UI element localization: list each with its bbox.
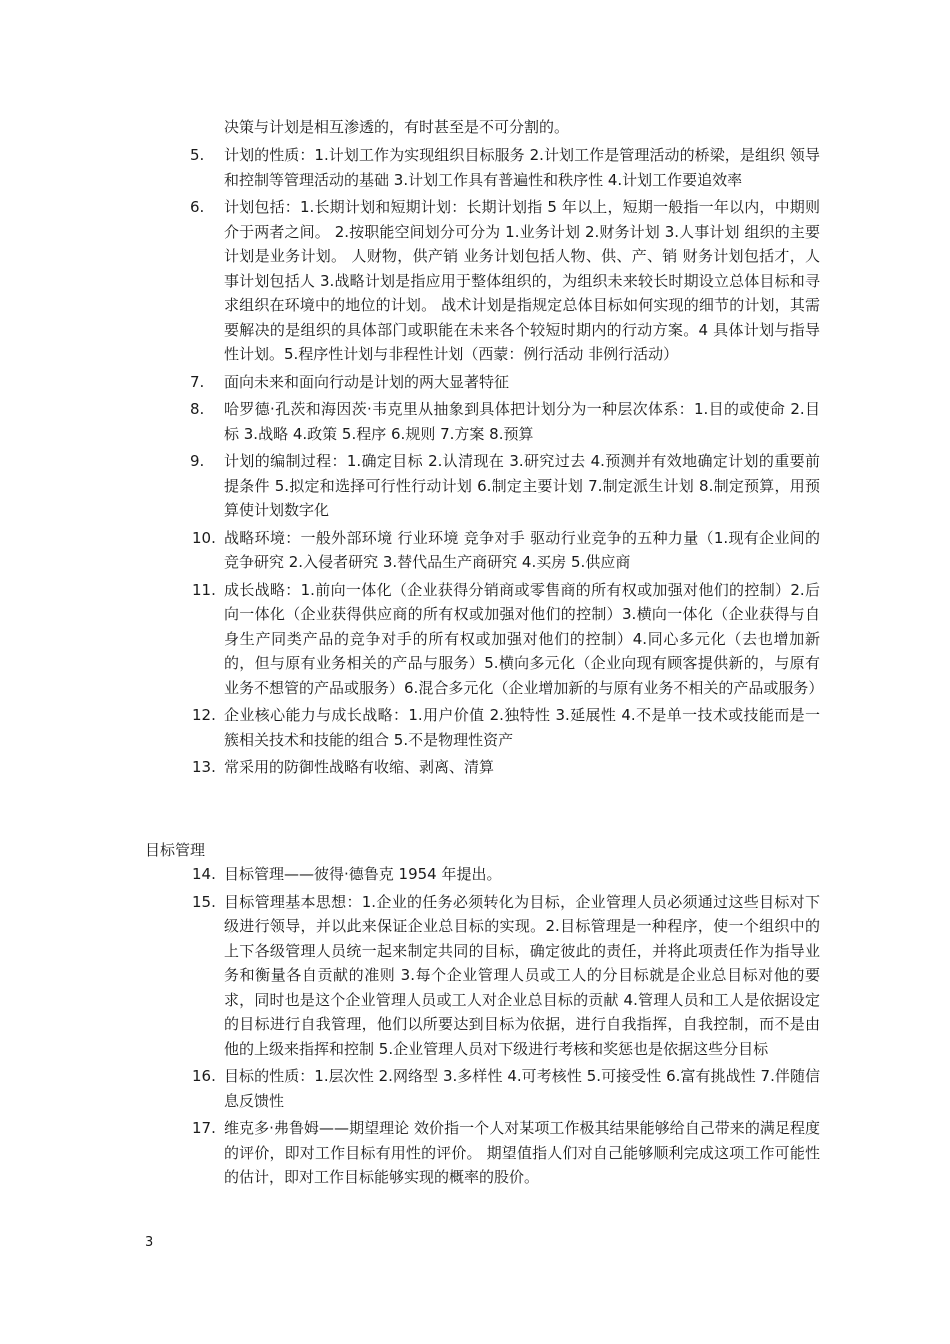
item-number: 10. [192,528,216,547]
item-number: 12. [192,706,216,724]
numbered-list-planning [140,143,824,783]
item-text: 目标管理——彼得·德鲁克 1954 年提出。 [224,865,502,883]
item-text: 计划包括：1.长期计划和短期计划：长期计划指 5 年以上，短期一般指一年以内，中期则介于两者之间。 2.按职能空间划分可分为 1.业务计划 2.财务计划 3.人事计划 组织的主要计划是业务计划。 人财物，供产销 业务计划包括人物、供、产、销 财务计划包括才，人事计划包括人 3.战略计划是指应用于整体组织的，为组织未来较长时期设立总体目标和寻求组织在环境中的地位的计划。 战术计划是指规定总体目标如何实现的细节的计划，其需要解决的是组织的具体部门或职能在未来各个较短时期内的行动方案。4 具体计划与指导性计划。5.程序性计划与非程性计划（西蒙：例行活动 非例行活动） [224,198,820,363]
item-text: 面向未来和面向行动是计划的两大显著特征 [224,372,510,391]
list-item [140,703,820,752]
continuation-text: 决策与计划是相互渗透的，有时甚至是不可分割的。 [224,118,570,136]
item-text: 战略环境：一般外部环境 行业环境 竞争对手 驱动行业竞争的五种力量（1.现有企业间的竞争研究 2.入侵者研究 3.替代品生产商研究 4.买房 5.供应商 [224,528,820,571]
item-text: 常采用的防御性战略有收缩、剥离、清算 [224,758,495,776]
item-number: 7. [190,372,205,391]
item-number: 5. [190,146,205,164]
item-number: 15. [192,892,216,911]
page-number: 3 [145,1235,154,1250]
item-text: 目标管理基本思想：1.企业的任务必须转化为目标，企业管理人员必须通过这些目标对下级进行领导，并以此来保证企业总目标的实现。2.目标管理是一种程序，使一个组织中的上下各级管理人员统一起来制定共同的目标，确定彼此的责任，并将此项责任作为指导业务和衡量各自贡献的准则 3.每个企业管理人员或工人的分目标就是企业总目标对他的要求，同时也是这个企业管理人员或工人对企业总目标的贡献 4.管理人员和工人是依据设定的目标进行自我管理，他们以所要达到目标为依据，进行自我指挥，自我控制，而不是由他的上级来指挥和控制 5.企业管理人员对下级进行考核和奖惩也是依据这些分目标 [224,892,820,1058]
list-item [140,890,820,1062]
item-number: 14. [192,865,216,883]
item-number: 8. [190,400,205,418]
item-text: 哈罗德·孔茨和海因茨·韦克里从抽象到具体把计划分为一种层次体系：1.目的或使命 2.目标 3.战略 4.政策 5.程序 6.规则 7.方案 8.预算 [224,400,820,443]
item-number: 13. [192,758,216,776]
item-number: 16. [192,1067,216,1085]
numbered-list-objectives [140,862,820,1193]
item-text: 成长战略：1.前向一体化（企业获得分销商或零售商的所有权或加强对他们的控制）2.后向一体化（企业获得供应商的所有权或加强对他们的控制）3.横向一体化（企业获得与自身生产同类产品的竞争对手的所有权或加强对他们的控制）4.同心多元化（去也增加新的，但与原有业务相关的产品与服务）5.横向多元化（企业向现有顾客提供新的，与原有业务不想管的产品或服务）6.混合多元化（企业增加新的与原有业务不相关的产品或服务） [224,580,824,697]
item-text: 计划的编制过程：1.确定目标 2.认清现在 3.研究过去 4.预测并有效地确定计划的重要前提条件 5.拟定和选择可行性行动计划 6.制定主要计划 7.制定派生计划 8.制定预算，用预算使计划数字化 [224,452,820,519]
item-number: 17. [192,1119,216,1137]
item-number: 6. [190,198,205,216]
item-number: 11. [192,580,216,599]
list-item [140,143,820,192]
list-item [140,578,824,701]
list-item [140,862,820,887]
item-text: 计划的性质：1.计划工作为实现组织目标服务 2.计划工作是管理活动的桥梁，是组织 领导和控制等管理活动的基础 3.计划工作具有普遍性和秩序性 4.计划工作要追效率 [224,146,820,189]
list-item [140,370,820,395]
list-item [140,195,820,367]
list-item [140,1116,820,1190]
section-heading: 目标管理 [145,841,206,859]
item-text: 企业核心能力与成长战略：1.用户价值 2.独特性 3.延展性 4.不是单一技术或技能而是一簇相关技术和技能的组合 5.不是物理性资产 [224,706,820,749]
list-item [140,449,820,523]
list-item [140,526,820,575]
list-item [140,1064,820,1113]
list-item [140,397,820,446]
item-number: 9. [190,452,205,470]
list-item [140,755,820,780]
item-text: 维克多·弗鲁姆——期望理论 效价指一个人对某项工作极其结果能够给自己带来的满足程度的评价，即对工作目标有用性的评价。 期望值指人们对自己能够顺利完成这项工作可能性的估计，即对工作目标能够实现的概率的股价。 [224,1119,820,1186]
item-text: 目标的性质：1.层次性 2.网络型 3.多样性 4.可考核性 5.可接受性 6.富有挑战性 7.伴随信息反馈性 [224,1067,820,1110]
